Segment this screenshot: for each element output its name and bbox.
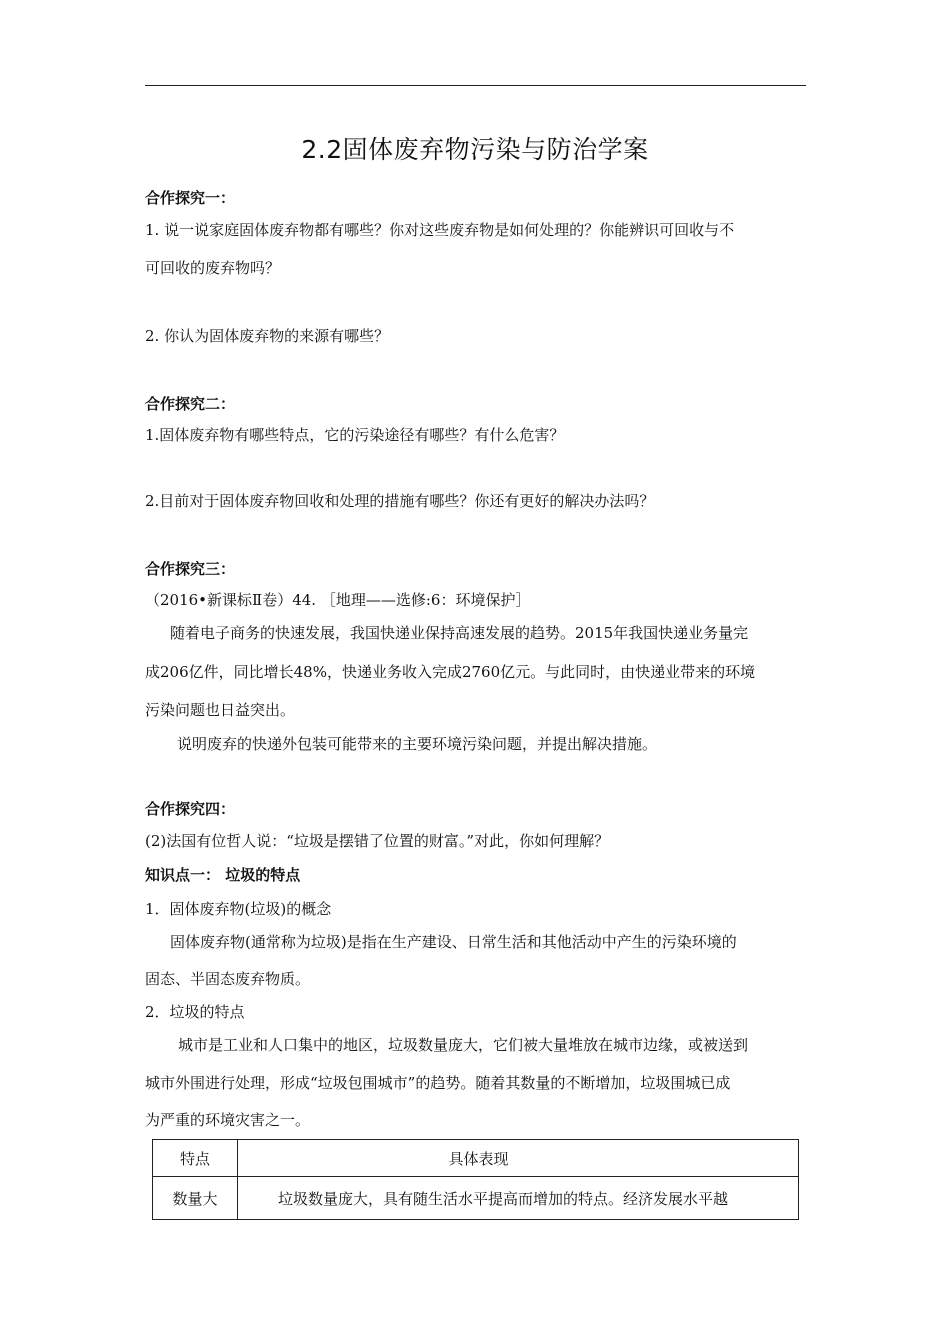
section-3-paragraph-1-line-2: 成206亿件，同比增长48%，快递业务收入完成2760亿元。与此同时，由快递业带来的环境 (145, 663, 756, 681)
knowledge-1-paragraph-1-line-2: 固态、半固态废弃物质。 (145, 970, 311, 988)
knowledge-1-paragraph-2-line-2: 城市外围进行处理，形成“垃圾包围城市”的趋势。随着其数量的不断增加，垃圾围城已成 (145, 1074, 731, 1092)
section-1-heading: 合作探究一： (145, 189, 236, 207)
section-3-source: （2016•新课标Ⅱ卷）44. ［地理——选修:6：环境保护］ (145, 591, 531, 609)
table-header-row (153, 1140, 799, 1177)
section-1-question-2: 2. 你认为固体废弃物的来源有哪些？ (145, 327, 390, 345)
section-4-question: (2)法国有位哲人说：“垃圾是摆错了位置的财富。”对此，你如何理解？ (145, 832, 610, 850)
section-3-paragraph-2: 说明废弃的快递外包装可能带来的主要环境污染问题，并提出解决措施。 (177, 735, 658, 753)
table-row (153, 1177, 799, 1220)
document-title: 2.2固体废弃物污染与防治学案 (301, 135, 649, 164)
knowledge-1-paragraph-2-line-1: 城市是工业和人口集中的地区，垃圾数量庞大，它们被大量堆放在城市边缘，或被送到 (178, 1036, 749, 1054)
knowledge-1-heading: 知识点一： 垃圾的特点 (145, 866, 301, 884)
table-cell-feature: 数量大 (153, 1177, 238, 1220)
section-4-heading: 合作探究四： (145, 800, 236, 818)
knowledge-1-paragraph-2-line-3: 为严重的环境灾害之一。 (145, 1111, 311, 1129)
top-rule (145, 85, 806, 86)
section-1-question-1-line-1: 1. 说一说家庭固体废弃物都有哪些？你对这些废弃物是如何处理的？你能辨识可回收与不 (145, 221, 735, 239)
knowledge-1-subheading-2: 2．垃圾的特点 (145, 1003, 245, 1021)
section-2-heading: 合作探究二： (145, 395, 236, 413)
section-1-question-1-line-2: 可回收的废弃物吗？ (145, 259, 281, 277)
section-3-paragraph-1-line-3: 污染问题也日益突出。 (145, 701, 296, 719)
table-header-description: 具体表现 (238, 1140, 799, 1177)
knowledge-1-paragraph-1-line-1: 固体废弃物(通常称为垃圾)是指在生产建设、日常生活和其他活动中产生的污染环境的 (170, 933, 737, 951)
table-cell-description: 垃圾数量庞大，具有随生活水平提高而增加的特点。经济发展水平越 (238, 1177, 799, 1220)
section-3-paragraph-1-line-1: 随着电子商务的快速发展，我国快递业保持高速发展的趋势。2015年我国快递业务量完 (170, 624, 749, 642)
section-2-question-1: 1.固体废弃物有哪些特点，它的污染途径有哪些？有什么危害？ (145, 426, 565, 444)
knowledge-1-subheading-1: 1．固体废弃物(垃圾)的概念 (145, 900, 332, 918)
characteristics-table (152, 1139, 799, 1220)
section-3-heading: 合作探究三： (145, 560, 236, 578)
section-2-question-2: 2.目前对于固体废弃物回收和处理的措施有哪些？你还有更好的解决办法吗？ (145, 492, 655, 510)
table-header-feature: 特点 (153, 1140, 238, 1177)
